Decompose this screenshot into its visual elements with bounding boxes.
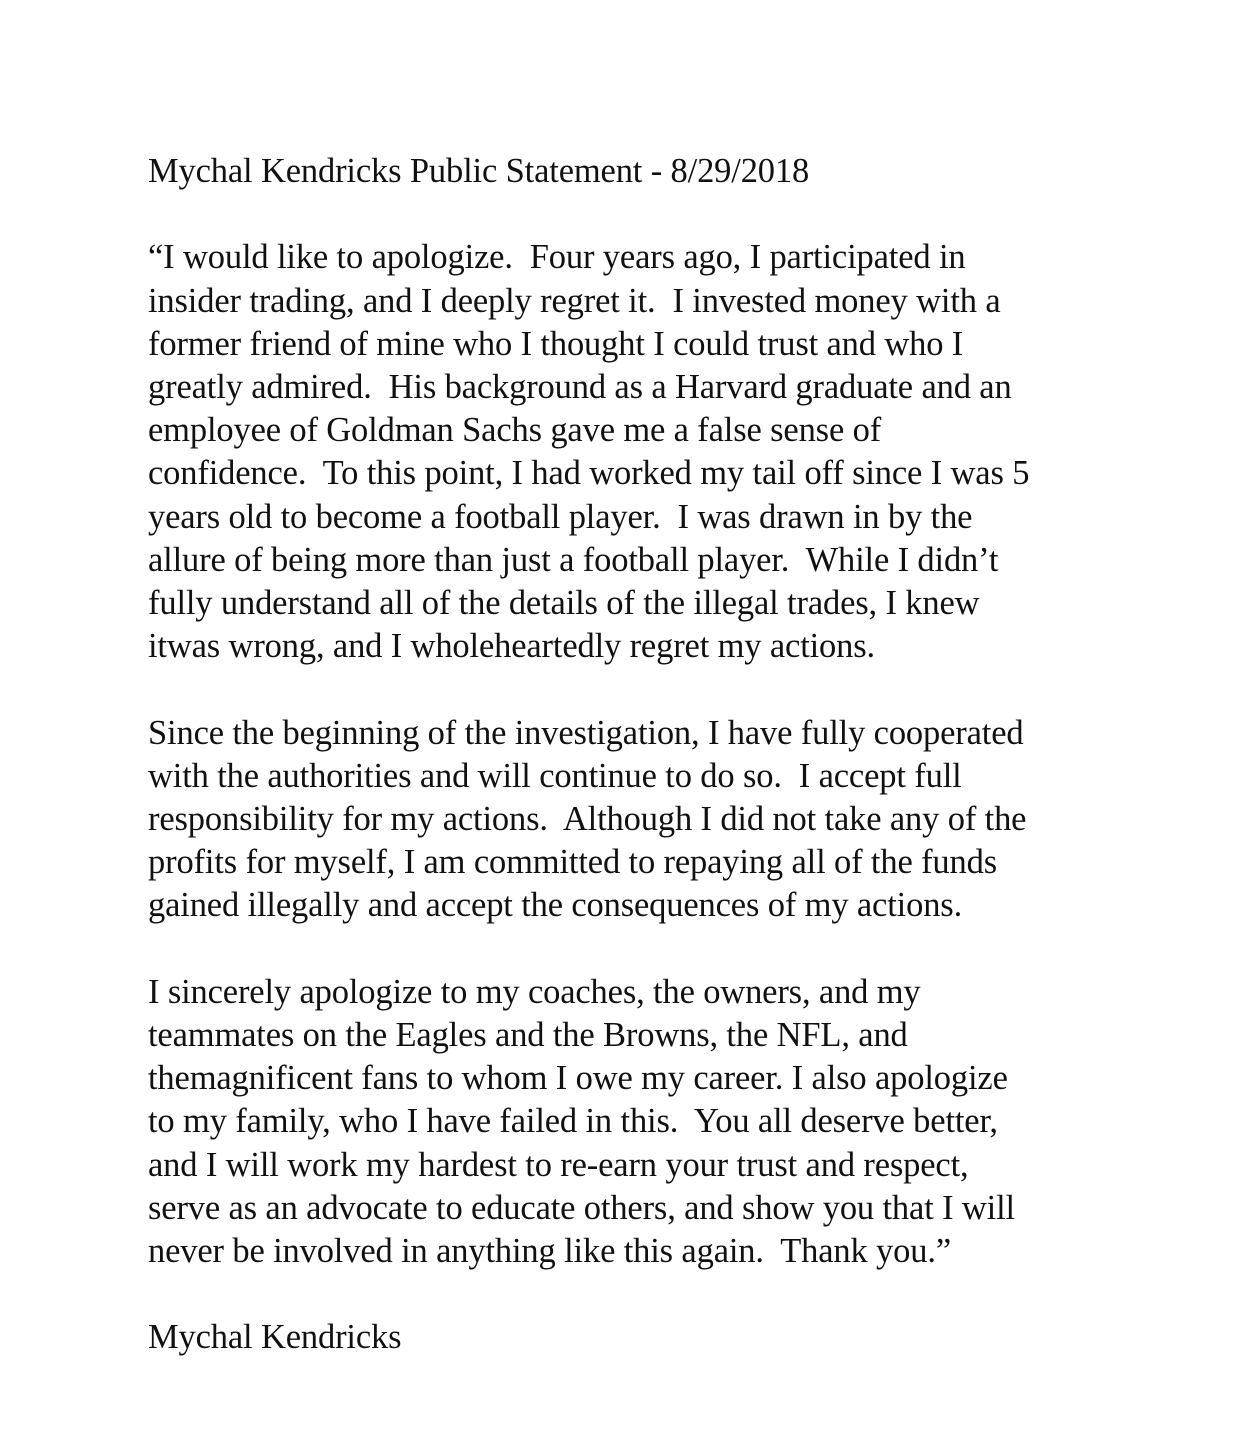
signature-name: Mychal Kendricks <box>148 1318 402 1357</box>
text-line: profits for myself, I am committed to repaying all of the funds <box>148 843 998 882</box>
text-line: Since the beginning of the investigation, I have fully cooperated <box>148 713 1024 752</box>
text-line: and I will work my hardest to re-earn your trust and respect, <box>148 1145 969 1184</box>
paragraph-closing <box>148 971 1148 1273</box>
text-line: serve as an advocate to educate others, and show you that I will <box>148 1188 1015 1227</box>
text-line: I sincerely apologize to my coaches, the owners, and my <box>148 972 921 1011</box>
text-line: insider trading, and I deeply regret it. I invested money with a <box>148 281 1001 320</box>
text-line: themagnificent fans to whom I owe my career. I also apologize <box>148 1059 1008 1098</box>
text-line: itwas wrong, and I wholeheartedly regret my actions. <box>148 627 876 666</box>
text-line: fully understand all of the details of the illegal trades, I knew <box>148 584 980 623</box>
text-line: former friend of mine who I thought I could trust and who I <box>148 324 964 363</box>
text-line: teammates on the Eagles and the Browns, the NFL, and <box>148 1016 908 1055</box>
paragraph-cooperation <box>148 712 1148 928</box>
text-line: employee of Goldman Sachs gave me a false sense of <box>148 411 882 450</box>
text-line: with the authorities and will continue to do so. I accept full <box>148 756 962 795</box>
text-line: greatly admired. His background as a Harvard graduate and an <box>148 368 1012 406</box>
text-line: gained illegally and accept the consequences of my actions. <box>148 886 963 925</box>
paragraph-apology <box>148 236 1148 668</box>
text-line: confidence. To this point, I had worked my tail off since I was 5 <box>148 454 1030 493</box>
text-line: allure of being more than just a football player. While I didn’t <box>148 540 999 579</box>
text-line: “I would like to apologize. Four years ago, I participated in <box>148 238 966 277</box>
statement-title: Mychal Kendricks Public Statement - 8/29/2018 <box>148 152 810 190</box>
statement-body <box>148 150 1148 1360</box>
text-line: to my family, who I have failed in this. You all deserve better, <box>148 1102 998 1141</box>
text-line: never be involved in anything like this again. Thank you.” <box>148 1232 951 1271</box>
text-line: years old to become a football player. I was drawn in by the <box>148 497 973 536</box>
text-line: responsibility for my actions. Although I did not take any of the <box>148 800 1027 839</box>
